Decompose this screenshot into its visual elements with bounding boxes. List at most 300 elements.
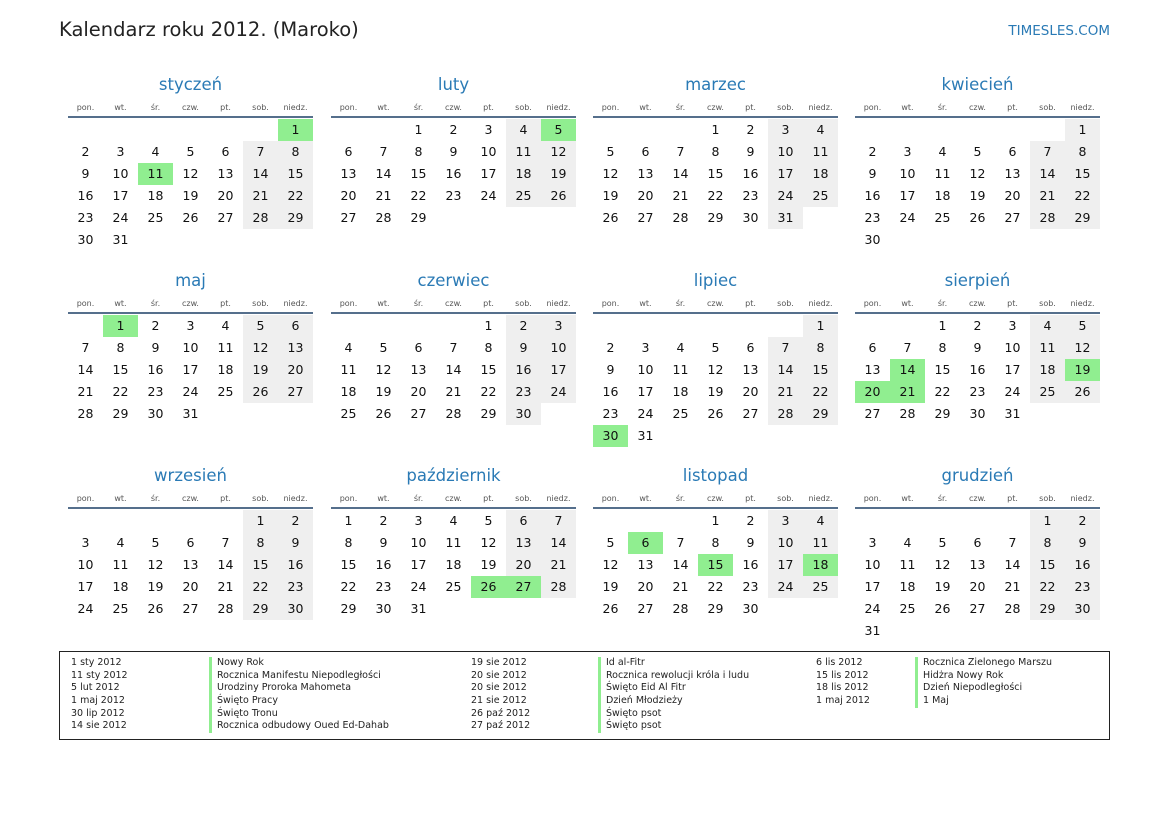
weekend-day: 7 <box>243 141 278 163</box>
day-cell: 20 <box>340 188 357 203</box>
day-cell: 5 <box>606 535 615 550</box>
day-cell: 13 <box>1004 166 1021 181</box>
day-cell: 21 <box>217 579 234 594</box>
empty-cell <box>68 119 103 141</box>
weekday-label: czw. <box>445 494 462 503</box>
weekday-header <box>331 488 576 509</box>
day-cell: 31 <box>637 428 654 443</box>
holiday-day: 18 <box>803 554 838 576</box>
holiday-day: 20 <box>855 381 890 403</box>
empty-cell <box>138 229 173 251</box>
empty-cell <box>1065 620 1100 642</box>
week-row <box>593 576 838 598</box>
day-cell: 24 <box>899 210 916 225</box>
day-cell: 19 <box>969 188 986 203</box>
empty-cell <box>855 119 890 141</box>
day-cell: 2 <box>746 513 755 528</box>
weekend-day: 16 <box>1065 554 1100 576</box>
week-row <box>331 119 576 141</box>
day-cell: 25 <box>112 601 129 616</box>
day-cell: 5 <box>484 513 493 528</box>
day-cell: 29 <box>480 406 497 421</box>
week-row <box>68 229 313 251</box>
weekend-day: 29 <box>1065 207 1100 229</box>
month-name: czerwiec <box>417 271 490 290</box>
empty-cell <box>768 315 803 337</box>
day-cell: 14 <box>672 557 689 572</box>
weekend-day: 10 <box>768 141 803 163</box>
week-row <box>68 598 313 620</box>
empty-cell <box>995 119 1030 141</box>
day-cell: 4 <box>676 340 685 355</box>
day-cell: 11 <box>934 166 951 181</box>
day-cell: 5 <box>151 535 160 550</box>
day-cell: 14 <box>217 557 234 572</box>
holiday-date: 20 sie 2012 <box>471 682 527 694</box>
holiday-date: 1 sty 2012 <box>71 657 122 668</box>
day-cell: 3 <box>868 535 877 550</box>
weekend-day: 23 <box>1065 576 1100 598</box>
weekday-label: czw. <box>707 103 724 112</box>
week-row <box>593 315 838 337</box>
holiday-day: 1 <box>103 315 138 337</box>
weekday-label: sob. <box>1039 494 1056 503</box>
day-cell: 9 <box>973 340 982 355</box>
weekend-day: 6 <box>506 510 541 532</box>
day-cell: 3 <box>641 340 650 355</box>
weekend-day: 28 <box>243 207 278 229</box>
day-cell: 7 <box>379 144 388 159</box>
week-row <box>855 576 1100 598</box>
empty-cell <box>890 229 925 251</box>
day-cell: 4 <box>449 513 458 528</box>
day-cell: 2 <box>81 144 90 159</box>
day-cell: 28 <box>1004 601 1021 616</box>
empty-cell <box>628 315 663 337</box>
day-cell: 5 <box>711 340 720 355</box>
day-cell: 6 <box>641 144 650 159</box>
empty-cell <box>663 510 698 532</box>
holiday-name: Urodziny Proroka Mahometa <box>209 682 389 695</box>
month-block <box>593 269 838 447</box>
weekday-label: niedz. <box>808 103 833 112</box>
empty-cell <box>960 620 995 642</box>
weekday-header <box>855 293 1100 314</box>
day-cell: 8 <box>711 535 720 550</box>
weekend-day: 3 <box>768 510 803 532</box>
weekday-label: śr. <box>937 494 948 503</box>
empty-cell <box>436 315 471 337</box>
day-cell: 17 <box>182 362 199 377</box>
weekend-day: 4 <box>1030 315 1065 337</box>
month-name: październik <box>406 466 501 485</box>
month-block <box>855 464 1100 642</box>
weekday-header <box>593 97 838 118</box>
weekend-day: 7 <box>1030 141 1065 163</box>
week-row <box>593 532 838 554</box>
day-cell: 9 <box>449 144 458 159</box>
week-row <box>331 381 576 403</box>
week-row <box>68 163 313 185</box>
empty-cell <box>803 207 838 229</box>
day-cell: 21 <box>1004 579 1021 594</box>
holiday-date: 18 lis 2012 <box>816 682 869 694</box>
empty-cell <box>278 229 313 251</box>
empty-cell <box>628 510 663 532</box>
day-cell: 7 <box>221 535 230 550</box>
day-cell: 8 <box>414 144 423 159</box>
weekend-day: 25 <box>803 576 838 598</box>
weekend-day: 15 <box>1030 554 1065 576</box>
day-cell: 29 <box>707 210 724 225</box>
week-row <box>331 510 576 532</box>
day-cell: 12 <box>934 557 951 572</box>
day-cell: 17 <box>864 579 881 594</box>
day-cell: 24 <box>182 384 199 399</box>
weekday-label: śr. <box>675 494 686 503</box>
holiday-date: 14 sie 2012 <box>71 720 127 732</box>
day-cell: 27 <box>637 210 654 225</box>
day-cell: 11 <box>899 557 916 572</box>
weekday-label: czw. <box>445 103 462 112</box>
weekend-day: 29 <box>803 403 838 425</box>
day-cell: 28 <box>899 406 916 421</box>
day-cell: 23 <box>602 406 619 421</box>
empty-cell <box>173 510 208 532</box>
empty-cell <box>855 510 890 532</box>
day-cell: 26 <box>602 210 619 225</box>
day-cell: 16 <box>445 166 462 181</box>
weekday-label: pon. <box>339 103 358 112</box>
weekday-label: śr. <box>150 103 161 112</box>
holiday-day: 11 <box>138 163 173 185</box>
day-cell: 9 <box>868 166 877 181</box>
month-block <box>593 73 838 229</box>
weekday-label: pon. <box>863 494 882 503</box>
day-cell: 13 <box>742 362 759 377</box>
day-cell: 24 <box>637 406 654 421</box>
day-cell: 2 <box>973 318 982 333</box>
weekend-day: 1 <box>1030 510 1065 532</box>
day-cell: 16 <box>742 557 759 572</box>
holiday-date: 5 lut 2012 <box>71 682 120 694</box>
week-row <box>855 532 1100 554</box>
empty-cell <box>331 315 366 337</box>
weekend-day: 8 <box>1030 532 1065 554</box>
holiday-name: Dzień Młodzieży <box>598 695 749 708</box>
day-cell: 14 <box>77 362 94 377</box>
day-cell: 22 <box>112 384 129 399</box>
holiday-day: 5 <box>541 119 576 141</box>
weekday-label: niedz. <box>546 299 571 308</box>
day-cell: 8 <box>484 340 493 355</box>
month-name: listopad <box>682 466 749 485</box>
weekday-label: pt. <box>220 299 231 308</box>
empty-cell <box>698 425 733 447</box>
day-cell: 9 <box>746 144 755 159</box>
day-cell: 24 <box>480 188 497 203</box>
week-row <box>855 185 1100 207</box>
day-grid <box>331 119 576 229</box>
day-cell: 18 <box>934 188 951 203</box>
weekend-day: 27 <box>278 381 313 403</box>
weekend-day: 26 <box>541 185 576 207</box>
day-cell: 5 <box>606 144 615 159</box>
day-cell: 22 <box>480 384 497 399</box>
empty-cell <box>995 510 1030 532</box>
weekend-day: 17 <box>768 554 803 576</box>
empty-cell <box>243 403 278 425</box>
day-cell: 28 <box>217 601 234 616</box>
empty-cell <box>593 119 628 141</box>
week-row <box>593 163 838 185</box>
day-cell: 22 <box>934 384 951 399</box>
weekday-label: śr. <box>413 299 424 308</box>
weekend-day: 23 <box>278 576 313 598</box>
empty-cell <box>173 229 208 251</box>
weekend-day: 23 <box>506 381 541 403</box>
day-cell: 10 <box>899 166 916 181</box>
empty-cell <box>506 598 541 620</box>
weekday-label: śr. <box>150 299 161 308</box>
day-cell: 18 <box>672 384 689 399</box>
day-cell: 12 <box>602 557 619 572</box>
day-cell: 13 <box>410 362 427 377</box>
month-block <box>68 73 313 251</box>
weekend-day: 18 <box>803 163 838 185</box>
day-cell: 20 <box>1004 188 1021 203</box>
day-cell: 30 <box>375 601 392 616</box>
day-cell: 4 <box>116 535 125 550</box>
week-row <box>855 403 1100 425</box>
weekend-day: 15 <box>278 163 313 185</box>
day-cell: 6 <box>186 535 195 550</box>
weekday-label: czw. <box>969 299 986 308</box>
day-cell: 29 <box>410 210 427 225</box>
weekend-day: 29 <box>243 598 278 620</box>
weekend-day: 13 <box>278 337 313 359</box>
weekday-label: śr. <box>413 494 424 503</box>
day-cell: 28 <box>375 210 392 225</box>
weekday-label: pon. <box>601 494 620 503</box>
weekend-day: 17 <box>768 163 803 185</box>
holiday-date: 27 paź 2012 <box>471 720 531 732</box>
day-cell: 26 <box>969 210 986 225</box>
holiday-name: Święto Tronu <box>209 708 389 721</box>
weekday-header <box>68 488 313 509</box>
empty-cell <box>436 207 471 229</box>
month-name: styczeń <box>158 75 223 94</box>
day-cell: 19 <box>602 188 619 203</box>
weekend-day: 22 <box>278 185 313 207</box>
day-cell: 14 <box>445 362 462 377</box>
month-name: sierpień <box>944 271 1011 290</box>
month-name: maj <box>175 271 206 290</box>
week-row <box>68 381 313 403</box>
month-name: kwiecień <box>941 75 1014 94</box>
weekend-day: 15 <box>243 554 278 576</box>
weekday-label: sob. <box>1039 299 1056 308</box>
day-cell: 7 <box>449 340 458 355</box>
month-block <box>331 269 576 425</box>
week-row <box>331 337 576 359</box>
weekday-label: sob. <box>515 103 532 112</box>
weekend-day: 8 <box>803 337 838 359</box>
weekend-day: 28 <box>768 403 803 425</box>
weekend-day: 4 <box>803 510 838 532</box>
day-cell: 23 <box>77 210 94 225</box>
day-cell: 11 <box>340 362 357 377</box>
weekend-day: 18 <box>1030 359 1065 381</box>
day-cell: 30 <box>969 406 986 421</box>
holiday-date: 21 sie 2012 <box>471 695 527 707</box>
empty-cell <box>663 315 698 337</box>
day-cell: 30 <box>742 601 759 616</box>
weekday-label: niedz. <box>1070 494 1095 503</box>
week-row <box>331 403 576 425</box>
weekend-day: 11 <box>506 141 541 163</box>
weekday-header <box>855 97 1100 118</box>
holiday-day: 30 <box>593 425 628 447</box>
weekday-label: niedz. <box>546 494 571 503</box>
weekday-label: wt. <box>377 103 390 112</box>
empty-cell <box>995 229 1030 251</box>
holiday-name: Święto Eid Al Fitr <box>598 682 749 695</box>
day-cell: 28 <box>672 601 689 616</box>
day-grid <box>68 315 313 425</box>
day-cell: 7 <box>81 340 90 355</box>
weekday-label: czw. <box>182 299 199 308</box>
empty-cell <box>208 403 243 425</box>
weekend-day: 6 <box>278 315 313 337</box>
week-row <box>331 554 576 576</box>
day-cell: 22 <box>410 188 427 203</box>
month-block <box>68 464 313 620</box>
holiday-name: Rocznica Zielonego Marszu <box>915 657 1052 670</box>
day-cell: 25 <box>147 210 164 225</box>
weekend-day: 11 <box>803 532 838 554</box>
empty-cell <box>768 598 803 620</box>
week-row <box>593 598 838 620</box>
weekend-day: 5 <box>243 315 278 337</box>
week-row <box>855 598 1100 620</box>
month-block <box>855 73 1100 251</box>
day-cell: 27 <box>182 601 199 616</box>
empty-cell <box>768 425 803 447</box>
empty-cell <box>541 403 576 425</box>
weekday-label: śr. <box>675 299 686 308</box>
site-link[interactable]: TIMESLES.COM <box>1008 23 1110 39</box>
day-cell: 22 <box>340 579 357 594</box>
weekday-label: wt. <box>901 103 914 112</box>
day-cell: 15 <box>340 557 357 572</box>
weekday-label: czw. <box>445 299 462 308</box>
day-cell: 19 <box>182 188 199 203</box>
weekday-label: sob. <box>777 494 794 503</box>
holiday-names-col-3 <box>915 657 1052 708</box>
empty-cell <box>541 207 576 229</box>
weekday-label: pt. <box>1007 103 1018 112</box>
day-cell: 15 <box>410 166 427 181</box>
empty-cell <box>925 229 960 251</box>
weekend-day: 29 <box>278 207 313 229</box>
day-cell: 17 <box>77 579 94 594</box>
weekend-day: 3 <box>768 119 803 141</box>
weekday-label: pt. <box>483 299 494 308</box>
weekday-label: pon. <box>339 299 358 308</box>
weekday-label: pt. <box>1007 299 1018 308</box>
day-cell: 1 <box>711 513 720 528</box>
holiday-date: 1 maj 2012 <box>71 695 125 707</box>
weekday-label: pt. <box>1007 494 1018 503</box>
day-cell: 26 <box>707 406 724 421</box>
weekday-label: sob. <box>252 299 269 308</box>
day-cell: 16 <box>864 188 881 203</box>
holiday-name: Hidżra Nowy Rok <box>915 670 1052 683</box>
empty-cell <box>960 229 995 251</box>
weekend-day: 22 <box>1065 185 1100 207</box>
empty-cell <box>1030 119 1065 141</box>
day-cell: 15 <box>707 166 724 181</box>
day-cell: 3 <box>1008 318 1017 333</box>
day-cell: 29 <box>934 406 951 421</box>
weekend-day: 8 <box>1065 141 1100 163</box>
day-cell: 22 <box>707 188 724 203</box>
week-row <box>68 403 313 425</box>
empty-cell <box>663 425 698 447</box>
empty-cell <box>663 119 698 141</box>
holiday-list <box>59 651 1110 740</box>
weekend-day: 24 <box>768 576 803 598</box>
weekend-day: 30 <box>278 598 313 620</box>
weekday-header <box>593 293 838 314</box>
day-cell: 4 <box>903 535 912 550</box>
holiday-names-col-1 <box>209 657 389 733</box>
weekend-day: 2 <box>1065 510 1100 532</box>
day-cell: 25 <box>672 406 689 421</box>
empty-cell <box>698 315 733 337</box>
weekend-day: 10 <box>768 532 803 554</box>
empty-cell <box>855 315 890 337</box>
weekday-label: niedz. <box>1070 103 1095 112</box>
weekend-day: 11 <box>803 141 838 163</box>
weekday-label: wt. <box>639 103 652 112</box>
day-cell: 24 <box>77 601 94 616</box>
day-cell: 24 <box>410 579 427 594</box>
holiday-date: 26 paź 2012 <box>471 707 531 719</box>
weekday-label: sob. <box>252 494 269 503</box>
day-cell: 24 <box>1004 384 1021 399</box>
weekday-label: wt. <box>901 494 914 503</box>
holiday-date: 30 lip 2012 <box>71 707 125 719</box>
empty-cell <box>208 510 243 532</box>
month-name: wrzesień <box>154 466 227 485</box>
weekend-day: 7 <box>541 510 576 532</box>
day-cell: 6 <box>221 144 230 159</box>
day-cell: 30 <box>864 232 881 247</box>
weekday-header <box>68 293 313 314</box>
weekday-label: wt. <box>639 494 652 503</box>
day-cell: 9 <box>81 166 90 181</box>
empty-cell <box>471 207 506 229</box>
day-cell: 13 <box>637 557 654 572</box>
page-title: Kalendarz roku 2012. (Maroko) <box>59 18 359 41</box>
day-cell: 2 <box>449 122 458 137</box>
weekend-day: 1 <box>803 315 838 337</box>
day-cell: 23 <box>969 384 986 399</box>
empty-cell <box>208 229 243 251</box>
day-cell: 27 <box>217 210 234 225</box>
